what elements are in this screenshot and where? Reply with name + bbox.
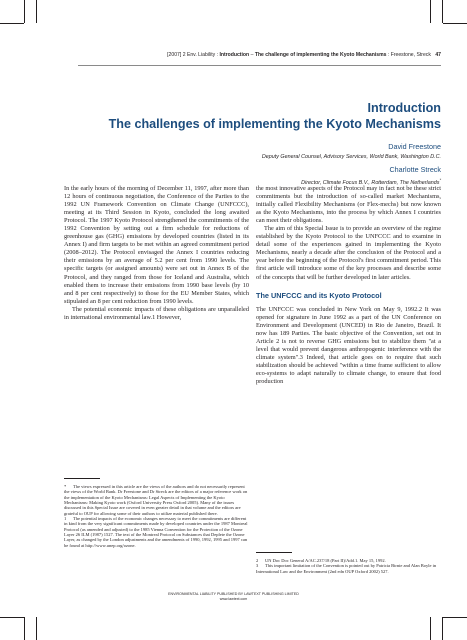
footnote-mark: * [64, 484, 67, 489]
article-title-line1: Introduction [367, 101, 441, 115]
footnote-text: The potential impacts of the economic changes necessary to meet the commitments are different in kind from the very significant commitments made by developed countries under the 1987 Montreal Protocol (as amended and adjusted) to the 1985 Vienna Convention for the Protection of the Ozone Layer 26 ILM (1987) 1527. The text of the Montreal Protocol on Substances that Deplete the Ozone Layer, as changed by the London adjustments and the amendments of 1990, 1992, 1995 and 1997 can be found at http://www.unep.org/ozone. [64, 516, 248, 548]
header-rule [78, 65, 441, 66]
crop-mark [36, 0, 37, 23]
footnote [64, 484, 249, 516]
section-heading: The UNFCCC and its Kyoto Protocol [256, 290, 382, 300]
footnote-text: UN Doc Doc General A/AC.237/18 (Part II)/Add.1. May 15, 1992. [265, 558, 386, 563]
running-authors: Freestone, Streck [390, 52, 431, 58]
author-name: Charlotte Streck [389, 165, 441, 174]
author-affiliation: Deputy General Counsel, Advisory Services, World Bank, Washington D.C. [261, 154, 441, 160]
journal-citation: [2007] 2 Env. Liability [167, 52, 216, 58]
footnote-mark: 1 [64, 516, 67, 522]
body-paragraph: The aim of this Special Issue is to provide an overview of the regime established by the Kyoto Protocol to the UNFCCC and to examine in detail some of the experiences gained in implementing the Kyoto Mechanisms, nearly a decade after the conclusion of the Protocol and a year before the beginning of the Protocol's first commitment period. This first article will introduce some of the key processes and describe some of the concepts that will be further developed in later articles. [256, 225, 441, 281]
affiliation-text: Director, Climate Focus B.V., Rotterdam, The Netherlands [301, 179, 440, 186]
author-name: David Freestone [388, 142, 441, 151]
crop-mark [0, 617, 24, 618]
running-title: The challenge of implementing the Kyoto Mechanisms [254, 52, 387, 58]
page-number: 47 [435, 52, 441, 58]
crop-mark [442, 0, 443, 23]
footnotes-left [64, 484, 249, 548]
crop-mark [430, 0, 431, 23]
section-label: Introduction [219, 52, 250, 58]
footnote-marker: * [439, 177, 441, 182]
footnote-mark: 2 [256, 558, 259, 563]
crop-mark [24, 0, 25, 23]
running-head: [2007] 2 Env. Liability : Introduction – The challenge of implementing the Kyoto Mechanisms : Freestone, Streck 47 [167, 52, 441, 58]
footnotes-right [256, 558, 441, 574]
body-column-right [256, 185, 441, 386]
crop-mark [443, 23, 467, 24]
footnote [256, 563, 441, 574]
crop-mark [430, 617, 431, 640]
separator: : [387, 52, 390, 58]
footnote-rule [64, 478, 100, 479]
page-footer-publisher: ENVIRONMENTAL LIABILITY PUBLISHED BY LAWTEXT PUBLISHING LIMITED [168, 592, 299, 596]
body-paragraph: The UNFCCC was concluded in New York on May 9, 1992.2 It was opened for signature in June 1992 as a part of the UN Conference on Environment and Development (UNCED) in Rio de Janeiro, Brazil. It now has 189 Parties. The basic objective of the Convention, set out in Article 2 is not to reverse GHG emissions but to stabilize them "at a level that would prevent dangerous anthropogenic interference with the climate system".3 Indeed, that article goes on to require that such stabilization should be achieved "within a time frame sufficient to allow eco-systems to adapt naturally to climate change, to ensure that food production [256, 305, 441, 386]
crop-mark [443, 617, 467, 618]
crop-mark [36, 617, 37, 640]
crop-mark [442, 617, 443, 640]
footnote-rule [256, 552, 292, 553]
body-paragraph: the most innovative aspects of the Protocol may in fact not be these strict commitments but the introduction of so-called market Mechanisms, initially called Flexibility Mechanisms (or Flex-mechs) but now known as the Kyoto Mechanisms, into the process by which Annex I countries can meet their obligations. [256, 185, 441, 225]
crop-mark [24, 617, 25, 640]
body-column-left [64, 185, 249, 322]
footnote-text: The views expressed in this article are the views of the authors and do not necessarily represent the views of the World Bank. Dr Freestone and Dr Streck are the editors of a major reference work on the implementation of the Kyoto Mechanisms: Legal Aspects of Implementing the Kyoto Mechanisms: Making Kyoto work (Oxford University Press Oxford 2005). Many of the issues discussed in this Special Issue are covered in even greater detail in that volume and the editors are grateful to OUP for allowing some of their authors to utilize material published there. [64, 484, 248, 516]
footnote [64, 516, 249, 548]
crop-mark [0, 23, 24, 24]
body-paragraph: The potential economic impacts of these obligations are unparalleled in international environmental law.1 However, [64, 305, 249, 321]
page-footer-url: www.lawtext.com [219, 597, 248, 601]
footnote-mark: 3 [256, 563, 259, 569]
body-paragraph: In the early hours of the morning of December 11, 1997, after more than 12 hours of continuous negotiation, the Conference of the Parties to the 1992 UN Framework Convention on Climate Change (UNFCCC), meeting at its Third Session in Kyoto, concluded the long awaited Protocol. The 1997 Kyoto Protocol strengthened the commitments of the 1992 Convention by setting out a firm schedule for reductions of greenhouse gas (GHG) emissions by developed countries (listed in its Annex I) and firm targets to be met within an agreed commitment period (2008–2012). The Protocol envisaged the Annex I countries reducing their emissions by an average of 5.2 per cent from 1990 levels. The specific targets (or assigned amounts) were set out in Annex B of the Protocol, and they ranged from those for Iceland and Australia, which enabled them to increase their emissions from 1990 base levels (by 10 and 8 per cent respectively) to those for the EU Member States, which stipulated an 8 per cent reduction from 1990 levels. [64, 185, 249, 305]
footnote-text: This important limitation of the Convention is pointed out by Patricia Birnie and Alan Boyle in International Law and the Environment (2nd edn OUP Oxford 2002) 527. [256, 563, 437, 574]
article-title-line2: The challenges of implementing the Kyoto Mechanisms [108, 117, 441, 131]
